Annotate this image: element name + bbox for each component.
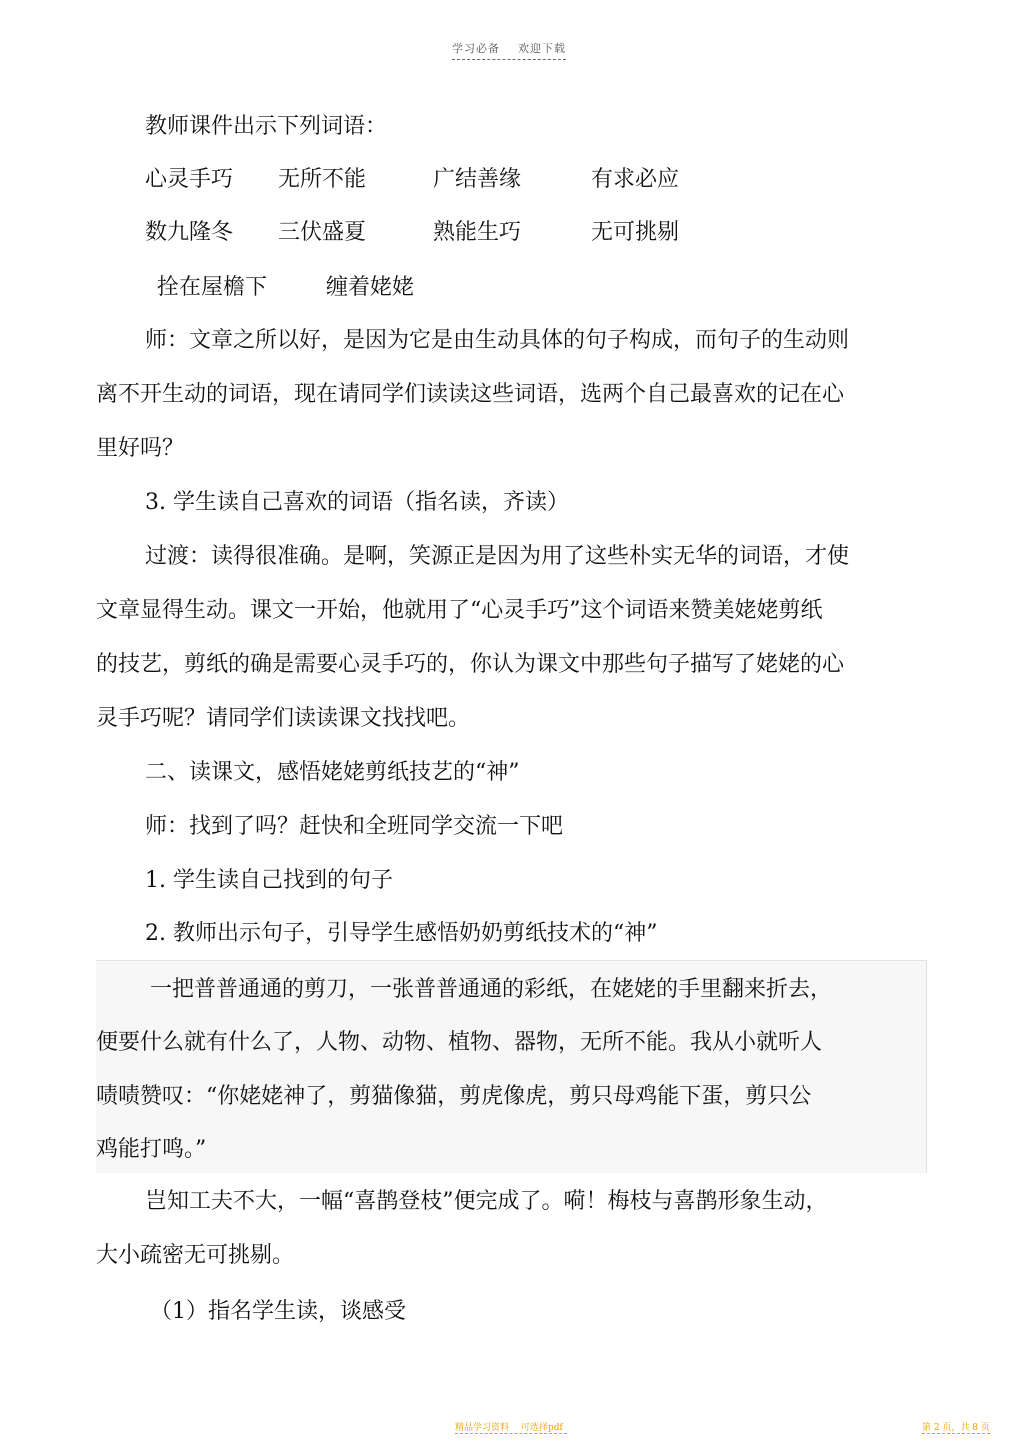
footer-right-rule <box>922 1433 990 1434</box>
word-cell: 无可挑剔 <box>591 220 680 245</box>
word-cell: 心灵手巧 <box>145 167 234 192</box>
teacher-ask: 师：找到了吗？赶快和全班同学交流一下吧 <box>145 814 564 839</box>
sentence-2-line: 大小疏密无可挑剔。 <box>96 1243 295 1268</box>
footer-left <box>455 1420 563 1433</box>
word-cell: 熟能生巧 <box>433 220 522 245</box>
transition-para-line: 的技艺，剪纸的确是需要心灵手巧的，你认为课文中那些句子描写了姥姥的心 <box>96 652 845 677</box>
header-divider <box>452 59 566 60</box>
quote-line: 鸡能打鸣。” <box>96 1137 207 1162</box>
transition-para-line: 文章显得生动。课文一开始，他就用了“心灵手巧”这个词语来赞美姥姥剪纸 <box>96 598 823 623</box>
transition-para-line: 过渡：读得很准确。是啊，笑源正是因为用了这些朴实无华的词语，才使 <box>145 544 850 569</box>
quote-line: 啧啧赞叹：“你姥姥神了，剪猫像猫，剪虎像虎，剪只母鸡能下蛋，剪只公 <box>96 1084 812 1109</box>
sub-item-1: （1）指名学生读，谈感受 <box>150 1299 406 1324</box>
word-cell: 无所不能 <box>278 167 367 192</box>
footer-page-number: 第 2 页，共 8 页 <box>922 1423 990 1433</box>
page-header <box>452 40 566 56</box>
intro-line: 教师课件出示下列词语： <box>145 114 388 139</box>
teacher-para-line: 师：文章之所以好，是因为它是由生动具体的句子构成，而句子的生动则 <box>145 328 850 353</box>
word-cell: 缠着姥姥 <box>326 275 415 300</box>
footer-left-a: 精品学习资料 <box>455 1423 510 1433</box>
word-cell: 广结善缘 <box>433 167 522 192</box>
footer-left-rule <box>455 1433 567 1434</box>
word-cell: 有求必应 <box>591 167 680 192</box>
section-2-title: 二、读课文，感悟姥姥剪纸技艺的“神” <box>145 760 520 785</box>
transition-para-line: 灵手巧呢？请同学们读读课文找找吧。 <box>96 706 471 731</box>
teacher-para-line: 里好吗？ <box>96 436 185 461</box>
quote-line: 便要什么就有什么了，人物、动物、植物、器物，无所不能。我从小就听人 <box>96 1030 823 1055</box>
header-left-text: 学习必备 <box>452 42 500 55</box>
footer-left-b: 可选择pdf <box>521 1423 563 1433</box>
item-2: 2. 教师出示句子，引导学生感悟奶奶剪纸技术的“神” <box>145 921 658 946</box>
word-cell: 数九隆冬 <box>145 220 234 245</box>
word-cell: 三伏盛夏 <box>278 220 367 245</box>
word-cell: 拴在屋檐下 <box>157 275 268 300</box>
teacher-para-line: 离不开生动的词语，现在请同学们读读这些词语，选两个自己最喜欢的记在心 <box>96 382 845 407</box>
item-1: 1. 学生读自己找到的句子 <box>145 868 393 893</box>
header-right-text: 欢迎下载 <box>518 42 566 55</box>
sentence-2-line: 岂知工夫不大，一幅“喜鹊登枝”便完成了。嗬！梅枝与喜鹊形象生动， <box>145 1189 828 1214</box>
quote-line: 一把普普通通的剪刀，一张普普通通的彩纸，在姥姥的手里翻来折去， <box>150 977 833 1002</box>
step-3: 3. 学生读自己喜欢的词语（指名读，齐读） <box>145 490 569 515</box>
